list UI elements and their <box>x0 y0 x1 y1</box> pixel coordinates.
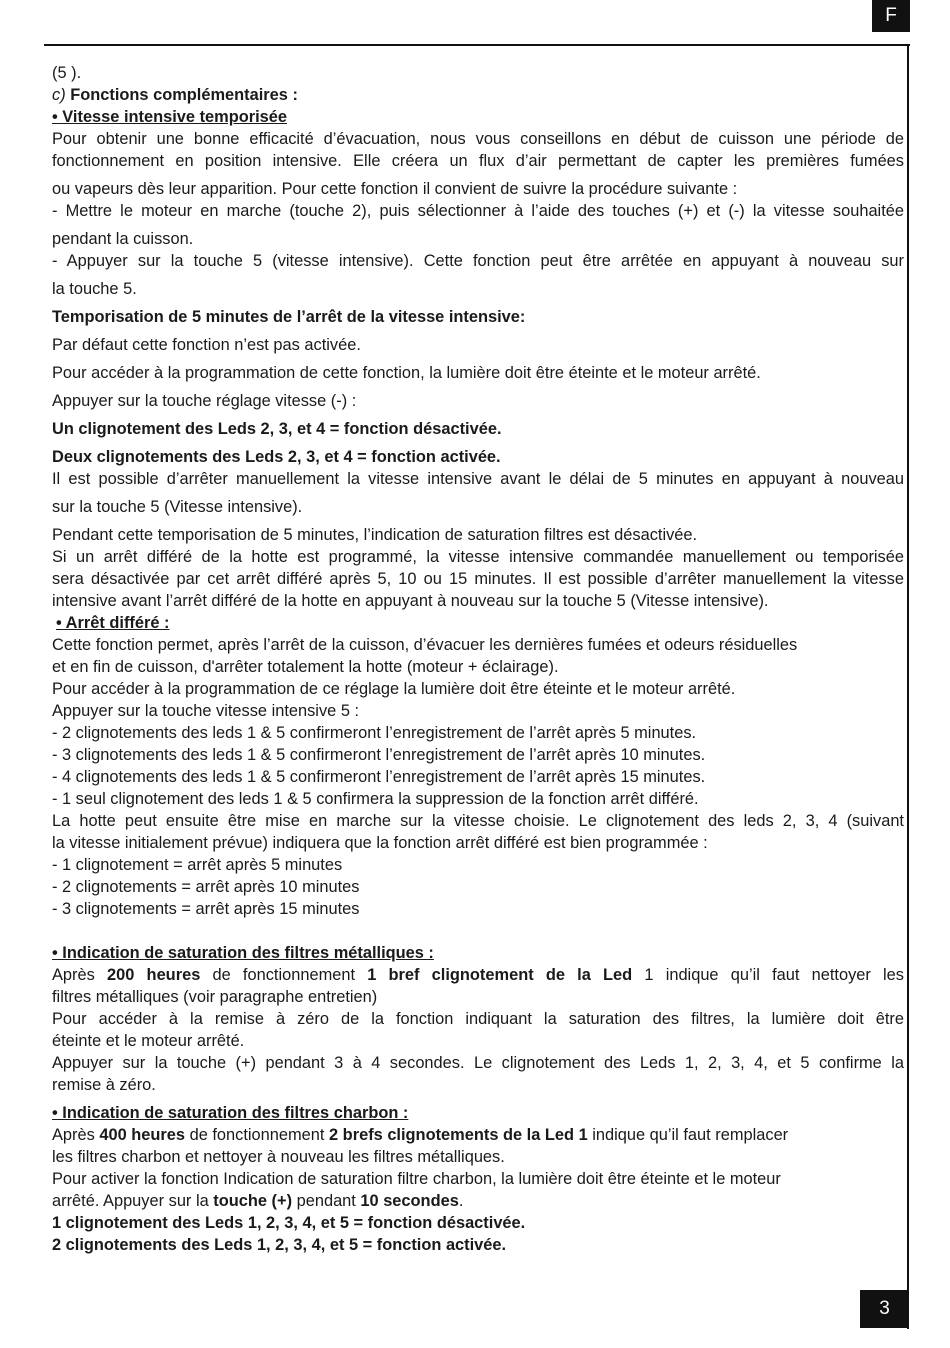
vitesse-intensive-section <box>52 106 904 300</box>
spacer <box>52 920 904 942</box>
metal-heading: • Indication de saturation des filtres métalliques : <box>52 944 434 962</box>
charbon-heading: • Indication de saturation des filtres charbon : <box>52 1104 409 1122</box>
two-blink-line: Deux clignotements des Leds 2, 3, et 4 = fonction activée. <box>52 448 501 466</box>
section-title: c) Fonctions complémentaires : <box>52 86 298 104</box>
paragraph-line: Par défaut cette fonction n’est pas activée. <box>52 336 361 354</box>
list-item: - 1 seul clignotement des leds 1 & 5 confirmera la suppression de la fonction arrêt différé. <box>52 790 699 808</box>
paragraph-line: Appuyer sur la touche réglage vitesse (-) : <box>52 392 357 410</box>
paragraph-line: - Mettre le moteur en marche (touche 2), puis sélectionner à l’aide des touches (+) et (-) la vitesse souhaitée <box>52 202 904 220</box>
paragraph-line: sera désactivée par cet arrêt différé après 5, 10 ou 15 minutes. Il est possible d’arrêter manuellement la vitesse <box>52 570 904 588</box>
paragraph-line: éteinte et le moteur arrêté. <box>52 1032 245 1050</box>
paragraph-line: Pour accéder à la remise à zéro de la fonction indiquant la saturation des filtres, la lumière doit être <box>52 1010 904 1028</box>
top-rule <box>44 44 910 46</box>
paragraph-line: intensive avant l’arrêt différé de la hotte en appuyant à nouveau sur la touche 5 (Vitesse intensive). <box>52 592 769 610</box>
charcoal-filter-section <box>52 1102 904 1256</box>
arret-heading: • Arrêt différé : <box>56 614 170 632</box>
paragraph-line: sur la touche 5 (Vitesse intensive). <box>52 498 303 516</box>
paragraph-line: Pour activer la fonction Indication de saturation filtre charbon, la lumière doit être éteinte et le moteur <box>52 1170 781 1188</box>
paragraph-line: Si un arrêt différé de la hotte est programmé, la vitesse intensive commandée manuellement ou temporisée <box>52 548 904 566</box>
paragraph-line: Appuyer sur la touche vitesse intensive 5 : <box>52 702 360 720</box>
metal-filter-section <box>52 942 904 1096</box>
document-body <box>52 62 904 1256</box>
one-blink-line: 1 clignotement des Leds 1, 2, 3, 4, et 5 = fonction désactivée. <box>52 1214 526 1232</box>
paragraph-line: Pour obtenir une bonne efficacité d’évacuation, nous vous conseillons en début de cuisson une période de <box>52 130 904 148</box>
paragraph-line: filtres métalliques (voir paragraphe entretien) <box>52 988 378 1006</box>
paragraph-line: Après 200 heures de fonctionnement 1 bref clignotement de la Led 1 indique qu’il faut nettoyer les <box>52 966 904 984</box>
list-item: - 2 clignotements des leds 1 & 5 confirmeront l’enregistrement de l’arrêt après 5 minutes. <box>52 724 697 742</box>
paragraph-line: la vitesse initialement prévue) indiquera que la fonction arrêt différé est bien programmée : <box>52 834 708 852</box>
vitesse-heading: • Vitesse intensive temporisée <box>52 108 288 126</box>
paragraph-line: arrêté. Appuyer sur la touche (+) pendant 10 secondes. <box>52 1192 464 1210</box>
list-item: - 3 clignotements des leds 1 & 5 confirmeront l’enregistrement de l’arrêt après 10 minutes. <box>52 746 706 764</box>
paragraph-line: Cette fonction permet, après l’arrêt de la cuisson, d’évacuer les dernières fumées et odeurs résiduelles <box>52 636 798 654</box>
paragraph-line: Appuyer sur la touche (+) pendant 3 à 4 secondes. Le clignotement des Leds 1, 2, 3, 4, et 5 confirme la <box>52 1054 904 1072</box>
list-item: - 1 clignotement = arrêt après 5 minutes <box>52 856 343 874</box>
paragraph-line: ou vapeurs dès leur apparition. Pour cette fonction il convient de suivre la procédure suivante : <box>52 180 738 198</box>
list-item: - 2 clignotements = arrêt après 10 minutes <box>52 878 360 896</box>
paragraph-line: - Appuyer sur la touche 5 (vitesse intensive). Cette fonction peut être arrêtée en appuyant à nouveau sur <box>52 252 904 270</box>
arret-differe-section <box>52 612 904 920</box>
paragraph-line: Pendant cette temporisation de 5 minutes, l’indication de saturation filtres est désactivée. <box>52 526 698 544</box>
paragraph-line: Pour accéder à la programmation de cette fonction, la lumière doit être éteinte et le moteur arrêté. <box>52 364 761 382</box>
page-number: 3 <box>860 1290 909 1328</box>
paragraph-line: les filtres charbon et nettoyer à nouveau les filtres métalliques. <box>52 1148 505 1166</box>
paragraph-line: pendant la cuisson. <box>52 230 194 248</box>
paragraph-line: La hotte peut ensuite être mise en marche sur la vitesse choisie. Le clignotement des leds 2, 3, 4 (suivant <box>52 812 904 830</box>
paragraph-line: fonctionnement en position intensive. Elle créera un flux d’air permettant de capter les premières fumées <box>52 152 904 170</box>
list-item: - 3 clignotements = arrêt après 15 minutes <box>52 900 360 918</box>
paragraph-line: Il est possible d’arrêter manuellement la vitesse intensive avant le délai de 5 minutes en appuyant à nouveau <box>52 470 904 488</box>
paragraph-line: Pour accéder à la programmation de ce réglage la lumière doit être éteinte et le moteur arrêté. <box>52 680 736 698</box>
one-blink-line: Un clignotement des Leds 2, 3, et 4 = fonction désactivée. <box>52 420 502 438</box>
language-tab: F <box>872 0 910 32</box>
temporisation-section <box>52 306 904 612</box>
temporisation-heading: Temporisation de 5 minutes de l’arrêt de la vitesse intensive: <box>52 308 526 326</box>
paragraph-line: et en fin de cuisson, d'arrêter totalement la hotte (moteur + éclairage). <box>52 658 559 676</box>
continuation-text: (5 ). <box>52 64 82 82</box>
two-blink-line: 2 clignotements des Leds 1, 2, 3, 4, et 5 = fonction activée. <box>52 1236 507 1254</box>
paragraph-line: Après 400 heures de fonctionnement 2 brefs clignotements de la Led 1 indique qu’il faut remplacer <box>52 1126 789 1144</box>
paragraph-line: la touche 5. <box>52 280 137 298</box>
paragraph-line: remise à zéro. <box>52 1076 156 1094</box>
list-item: - 4 clignotements des leds 1 & 5 confirmeront l’enregistrement de l’arrêt après 15 minutes. <box>52 768 706 786</box>
right-rule <box>907 44 909 1329</box>
